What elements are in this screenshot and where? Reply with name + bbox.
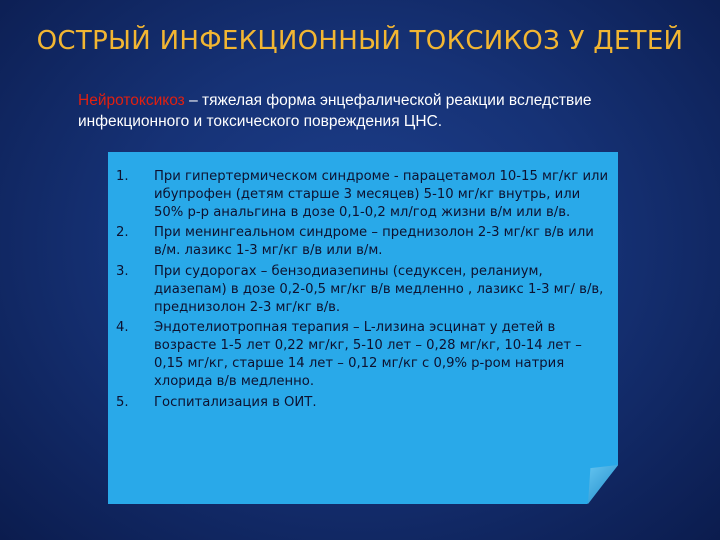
list-item bbox=[116, 394, 610, 412]
list-item bbox=[116, 263, 610, 316]
item-text: При менингеальном синдроме – преднизолон 2-3 мг/кг в/в или в/м. лазикс 1-3 мг/кг в/в или в/м. bbox=[154, 225, 594, 259]
intro-term: Нейротоксикоз bbox=[78, 92, 185, 109]
slide-title: ОСТРЫЙ ИНФЕКЦИОННЫЙ ТОКСИКОЗ У ДЕТЕЙ bbox=[36, 26, 684, 56]
treatment-list bbox=[116, 168, 610, 414]
list-item bbox=[116, 319, 610, 390]
item-number: 4. bbox=[116, 320, 129, 336]
intro-text: – тяжелая форма энцефалической реакции вследствие инфекционного и токсического повреждения ЦНС. bbox=[78, 92, 592, 130]
item-number: 2. bbox=[116, 225, 129, 241]
item-text: При гипертермическом синдроме - парацетамол 10-15 мг/кг или ибупрофен (детям старше 3 месяцев) 5-10 мг/кг внутрь, или 50% р-р анальгина в дозе 0,1-0,2 мл/год жизни в/м или в/в. bbox=[154, 169, 609, 220]
item-text: Эндотелиотропная терапия – L-лизина эсцинат у детей в возрасте 1-5 лет 0,22 мг/кг, 5-10 лет – 0,28 мг/кг, 10-14 лет – 0,15 мг/кг, старше 14 лет – 0,12 мг/кг с 0,9% р-ром натрия хлорида в/в медленно. bbox=[154, 320, 582, 389]
intro-paragraph bbox=[78, 90, 678, 132]
list-item bbox=[116, 224, 610, 260]
item-number: 5. bbox=[116, 394, 129, 410]
item-text: При судорогах – бензодиазепины (седуксен, реланиум, диазепам) в дозе 0,2-0,5 мг/кг в/в медленно , лазикс 1-3 мг/ в/в, преднизолон 2-3 мг/кг в/в. bbox=[154, 263, 604, 315]
list-item bbox=[116, 168, 610, 221]
item-text: Госпитализация в ОИТ. bbox=[154, 394, 317, 410]
item-number: 1. bbox=[116, 169, 129, 184]
item-number: 3. bbox=[116, 263, 129, 279]
